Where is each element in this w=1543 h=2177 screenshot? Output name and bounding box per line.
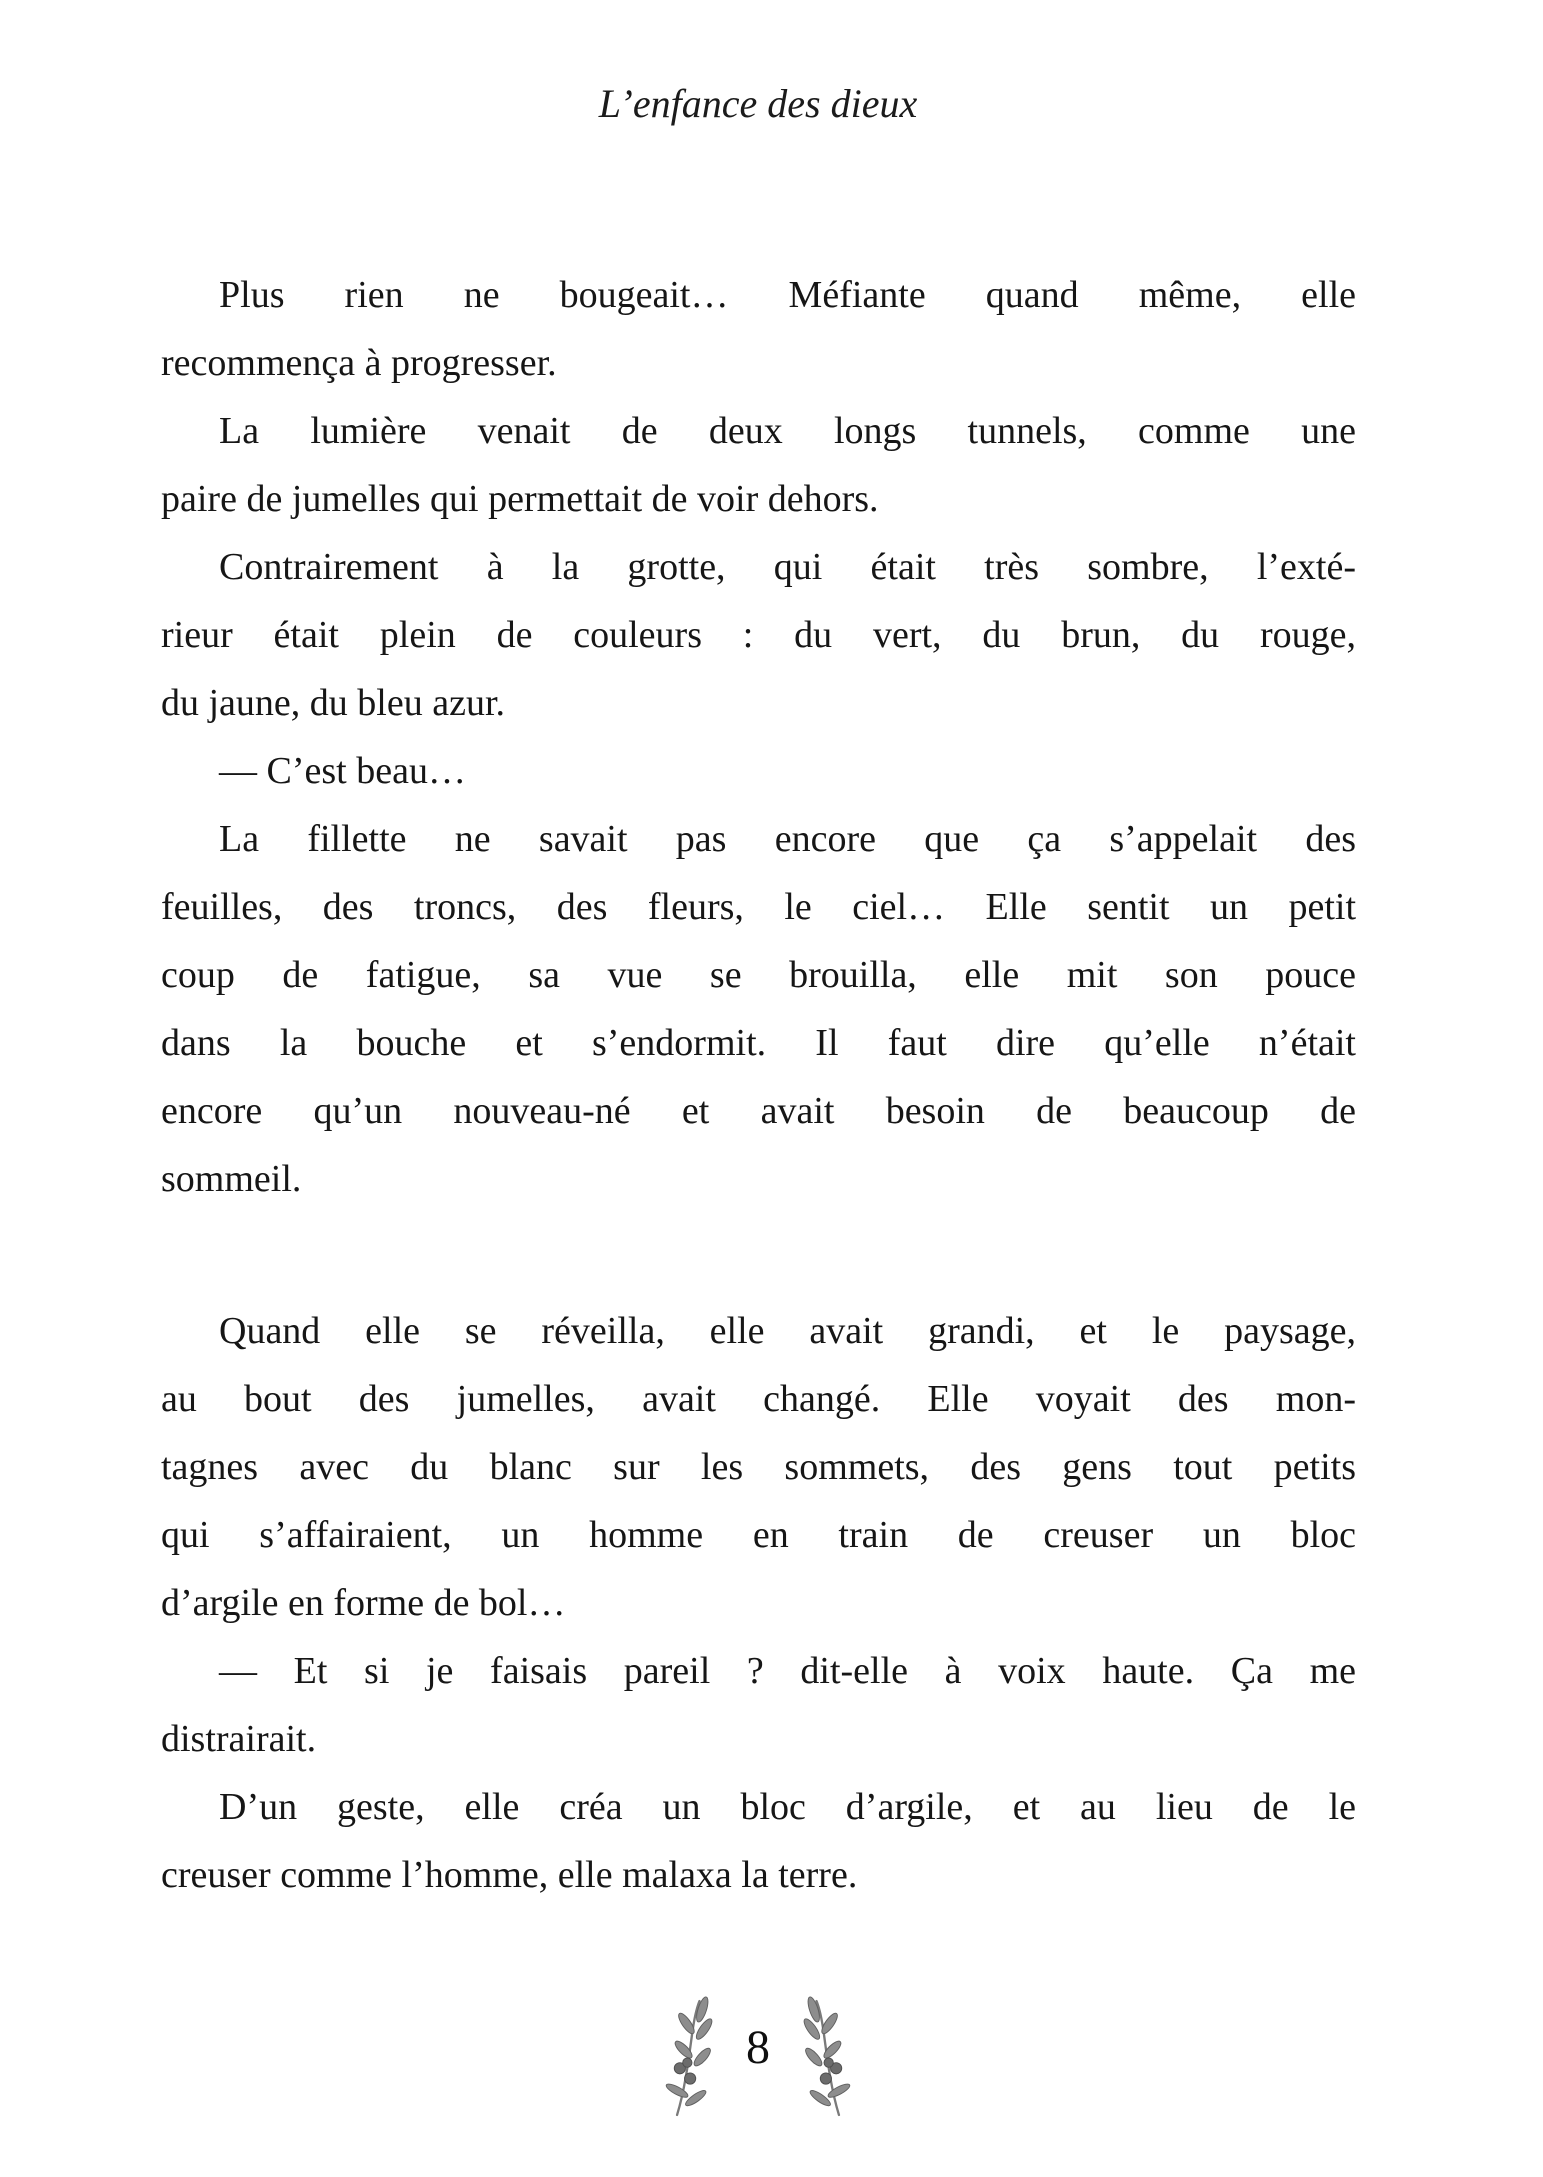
text-line: encore qu’un nouveau-né et avait besoin de beaucoup de [161, 1090, 1356, 1132]
text-line: — Et si je faisais pareil ? dit-elle à voix haute. Ça me [219, 1650, 1356, 1692]
text-line: rieur était plein de couleurs : du vert, du brun, du rouge, [161, 614, 1356, 656]
section-break [161, 1213, 1356, 1297]
olive-branch-right-icon [796, 1995, 852, 2121]
olive-branch-left-icon [664, 1995, 720, 2121]
text-line: paire de jumelles qui permettait de voir dehors. [161, 478, 879, 520]
page-number: 8 [746, 2020, 770, 2074]
text-line: creuser comme l’homme, elle malaxa la terre. [161, 1854, 858, 1896]
text-line: feuilles, des troncs, des fleurs, le ciel… Elle sentit un petit [161, 886, 1356, 928]
text-line: coup de fatigue, sa vue se brouilla, elle mit son pouce [161, 954, 1356, 996]
text-line: La lumière venait de deux longs tunnels, comme une [219, 410, 1356, 452]
text-line: Plus rien ne bougeait… Méfiante quand même, elle [219, 274, 1356, 316]
text-line: qui s’affairaient, un homme en train de creuser un bloc [161, 1514, 1356, 1556]
text-line: Quand elle se réveilla, elle avait grandi, et le paysage, [219, 1310, 1356, 1352]
text-line: Contrairement à la grotte, qui était très sombre, l’exté- [219, 546, 1356, 588]
body-text [161, 261, 1356, 1909]
running-header: L’enfance des dieux [598, 81, 918, 126]
text-line: tagnes avec du blanc sur les sommets, des gens tout petits [161, 1446, 1356, 1488]
text-line: sommeil. [161, 1158, 302, 1200]
text-line: recommença à progresser. [161, 342, 557, 384]
page-footer [160, 1985, 1356, 2130]
text-line: au bout des jumelles, avait changé. Elle voyait des mon- [161, 1378, 1356, 1420]
text-line: du jaune, du bleu azur. [161, 682, 506, 724]
text-line: distrairait. [161, 1718, 317, 1760]
text-line: d’argile en forme de bol… [161, 1582, 566, 1624]
text-line: — C’est beau… [219, 750, 466, 792]
text-line: D’un geste, elle créa un bloc d’argile, et au lieu de le [219, 1786, 1356, 1828]
text-line: dans la bouche et s’endormit. Il faut dire qu’elle n’était [161, 1022, 1356, 1064]
text-line: La fillette ne savait pas encore que ça s’appelait des [219, 818, 1356, 860]
